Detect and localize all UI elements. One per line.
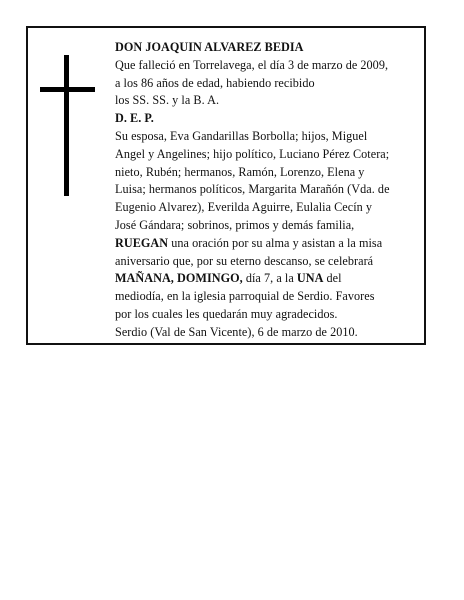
family-line: Angel y Angelines; hijo político, Luciano Pérez Cotera; xyxy=(115,146,390,161)
ruegan-word: RUEGAN xyxy=(115,235,169,250)
cross-vertical-bar xyxy=(64,55,69,196)
dia-text: día 7, a la xyxy=(242,271,297,286)
family-line: Su esposa, Eva Gandarillas Borbolla; hijos, Miguel xyxy=(115,128,368,143)
family-line: Eugenio Alvarez), Everilda Aguirre, Eulalia Cecín y xyxy=(115,200,373,215)
closing-line: mediodía, en la iglesia parroquial de Serdio. Favores xyxy=(115,289,375,304)
notice-line: los SS. SS. y la B. A. xyxy=(115,93,220,108)
notice-line: a los 86 años de edad, habiendo recibido xyxy=(115,75,315,90)
date-line xyxy=(115,270,425,288)
cross-horizontal-bar xyxy=(40,87,95,92)
family-line: nieto, Rubén; hermanos, Ramón, Lorenzo, Elena y xyxy=(115,164,365,179)
ruegan-rest: una oración por su alma y asistan a la misa xyxy=(168,235,383,250)
mass-line: aniversario que, por su eterno descanso, se celebrará xyxy=(115,253,374,268)
una-word: UNA xyxy=(296,271,324,286)
signature-line: Serdio (Val de San Vicente), 6 de marzo de 2010. xyxy=(115,324,358,339)
notice-line: Que falleció en Torrelavega, el día 3 de marzo de 2009, xyxy=(115,57,389,72)
ruegan-line xyxy=(115,235,425,253)
rip-heading: D. E. P. xyxy=(115,111,154,126)
family-line: José Gándara; sobrinos, primos y demás familia, xyxy=(115,217,355,232)
del-text: del xyxy=(323,271,342,286)
closing-line: por los cuales les quedarán muy agradecidos. xyxy=(115,306,338,321)
obituary-notice xyxy=(26,26,426,345)
deceased-name: DON JOAQUIN ALVAREZ BEDIA xyxy=(115,40,304,54)
family-line: Luisa; hermanos políticos, Margarita Marañón (Vda. de xyxy=(115,182,390,197)
manana-word: MAÑANA, DOMINGO, xyxy=(115,271,243,286)
notice-text xyxy=(115,39,425,342)
